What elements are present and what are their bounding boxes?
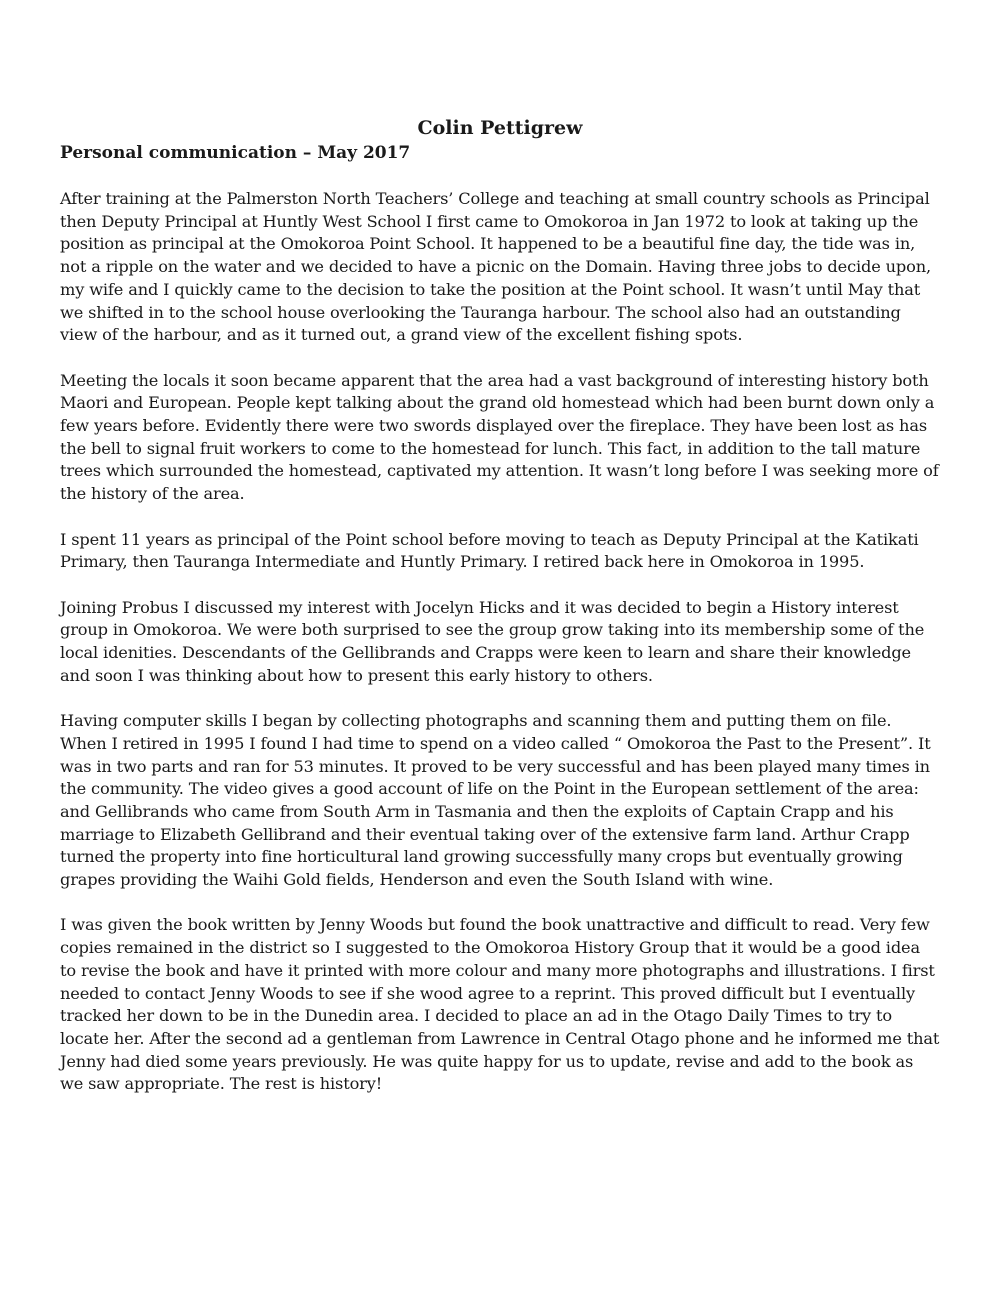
- paragraph-book: I was given the book written by Jenny Woods but found the book unattractive and difficult to read. Very few copies remained in the district so I suggested to the Omokoroa History Group that it would be a good idea to revise the book and have it printed with more colour and many more photographs and illustrations. I first needed to contact Jenny Woods to see if she wood agree to a reprint. This proved difficult but I eventually tracked her down to be in the Dunedin area. I decided to place an ad in the Otago Daily Times to try to locate her. After the second ad a gentleman from Lawrence in Central Otago phone and he informed me that Jenny had died some years previously. He was quite happy for us to update, revise and add to the book as we saw appropriate. The rest is history!: [60, 915, 940, 1094]
- paragraph-probus: Joining Probus I discussed my interest with Jocelyn Hicks and it was decided to begin a History interest group in Omokoroa. We were both surprised to see the group grow taking into its membership some of the local idenities. Descendants of the Gellibrands and Crapps were keen to learn and share their knowledge and soon I was thinking about how to present this early history to others.: [60, 597, 925, 685]
- paragraph-video: Having computer skills I began by collecting photographs and scanning them and putting them on file. When I retired in 1995 I found I had time to spend on a video called “ Omokoroa the Past to the Present”. It was in two parts and ran for 53 minutes. It proved to be very successful and has been played many times in the community. The video gives a good account of life on the Point in the European settlement of the area: and Gellibrands who came from South Arm in Tasmania and then the exploits of Captain Crapp and his marriage to Elizabeth Gellibrand and their eventual taking over of the extensive farm land. Arthur Crapp turned the property into fine horticultural land growing successfully many crops but eventually growing grapes providing the Waihi Gold fields, Henderson and even the South Island with wine.: [60, 711, 931, 890]
- paragraph-meeting-locals: Meeting the locals it soon became apparent that the area had a vast background of interesting history both Maori and European. People kept talking about the grand old homestead which had been burnt down only a few years before. Evidently there were two swords displayed over the fireplace. They have been lost as has the bell to signal fruit workers to come to the homestead for lunch. This fact, in addition to the tall mature trees which surrounded the homestead, captivated my attention. It wasn’t long before I was seeking more of the history of the area.: [60, 370, 939, 504]
- document-subtitle: Personal communication – May 2017: [60, 143, 411, 163]
- document-title: Colin Pettigrew: [417, 117, 583, 139]
- document-body: [60, 188, 940, 1119]
- paragraph-career: I spent 11 years as principal of the Point school before moving to teach as Deputy Principal at the Katikati Primary, then Tauranga Intermediate and Huntly Primary. I retired back here in Omokoroa in 1995.: [60, 529, 919, 572]
- paragraph-training: After training at the Palmerston North Teachers’ College and teaching at small country schools as Principal then Deputy Principal at Huntly West School I first came to Omokoroa in Jan 1972 to look at taking up the position as principal at the Omokoroa Point School. It happened to be a beautiful fine day, the tide was in, not a ripple on the water and we decided to have a picnic on the Domain. Having three jobs to decide upon, my wife and I quickly came to the decision to take the position at the Point school. It wasn’t until May that we shifted in to the school house overlooking the Tauranga harbour. The school also had an outstanding view of the harbour, and as it turned out, a grand view of the excellent fishing spots.: [60, 189, 932, 345]
